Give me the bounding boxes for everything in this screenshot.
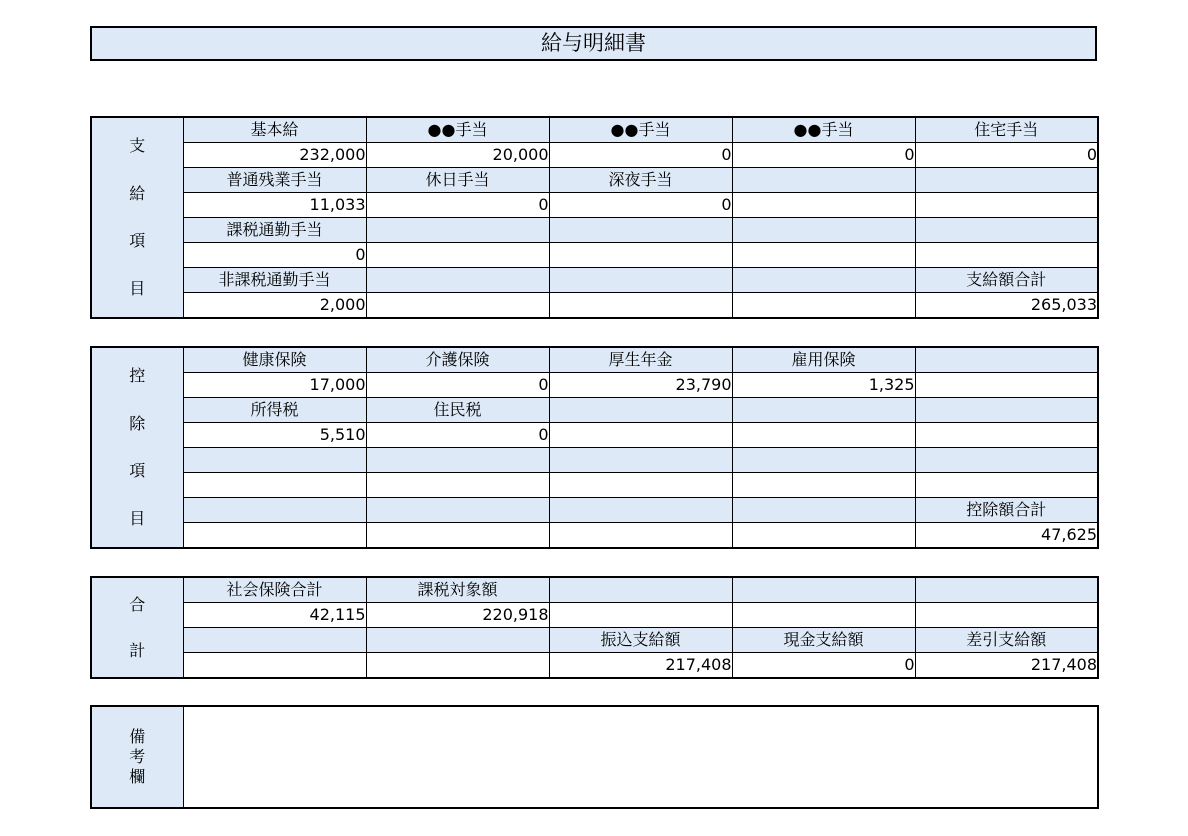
page-title: 給与明細書	[90, 26, 1097, 61]
item-value[interactable]	[732, 473, 915, 498]
remarks-field[interactable]	[183, 706, 1098, 808]
item-label	[732, 218, 915, 243]
item-value[interactable]: 23,790	[549, 373, 732, 398]
item-label	[732, 398, 915, 423]
item-value[interactable]: 220,918	[366, 603, 549, 628]
item-label	[732, 448, 915, 473]
item-value[interactable]	[549, 473, 732, 498]
item-value[interactable]	[183, 473, 366, 498]
item-value[interactable]	[732, 293, 915, 319]
item-value[interactable]	[732, 603, 915, 628]
item-value[interactable]: 5,510	[183, 423, 366, 448]
item-label: 雇用保険	[732, 347, 915, 373]
item-value[interactable]	[549, 293, 732, 319]
item-label	[915, 168, 1098, 193]
item-label	[915, 577, 1098, 603]
item-value[interactable]: 232,000	[183, 143, 366, 168]
item-label: 介護保険	[366, 347, 549, 373]
item-value[interactable]: 1,325	[732, 373, 915, 398]
item-label	[183, 628, 366, 653]
item-label	[915, 218, 1098, 243]
item-label: ●●手当	[366, 117, 549, 143]
item-label: 基本給	[183, 117, 366, 143]
item-value[interactable]	[549, 243, 732, 268]
item-label: 振込支給額	[549, 628, 732, 653]
deduction-side-label	[91, 347, 183, 548]
payment-total-value[interactable]: 265,033	[915, 293, 1098, 319]
side-char: 合	[129, 594, 146, 614]
item-value[interactable]: 0	[366, 423, 549, 448]
item-label	[183, 498, 366, 523]
item-label	[732, 168, 915, 193]
item-value[interactable]	[183, 653, 366, 679]
side-char: 欄	[129, 767, 146, 786]
item-value[interactable]	[366, 243, 549, 268]
side-char: 目	[129, 508, 146, 528]
remarks-table	[90, 705, 1099, 809]
item-value[interactable]	[732, 193, 915, 218]
item-label: ●●手当	[549, 117, 732, 143]
item-label	[366, 218, 549, 243]
item-label	[915, 398, 1098, 423]
item-value[interactable]	[915, 423, 1098, 448]
item-label	[549, 218, 732, 243]
item-value[interactable]	[549, 523, 732, 549]
totals-side-label	[91, 577, 183, 678]
item-label	[915, 347, 1098, 373]
item-value[interactable]	[915, 603, 1098, 628]
item-value[interactable]: 2,000	[183, 293, 366, 319]
item-label: 深夜手当	[549, 168, 732, 193]
item-value[interactable]: 11,033	[183, 193, 366, 218]
item-label	[549, 448, 732, 473]
side-char: 控	[129, 366, 146, 386]
item-label	[732, 577, 915, 603]
item-label	[549, 577, 732, 603]
side-char: 計	[129, 640, 146, 660]
item-label: 課税通勤手当	[183, 218, 366, 243]
remarks-side-label	[91, 706, 183, 808]
side-char: 項	[129, 231, 146, 251]
item-value[interactable]: 0	[732, 143, 915, 168]
side-char: 目	[129, 278, 146, 298]
net-pay-label: 差引支給額	[915, 628, 1098, 653]
item-label: 住宅手当	[915, 117, 1098, 143]
net-pay-value[interactable]: 217,408	[915, 653, 1098, 679]
item-label: 普通残業手当	[183, 168, 366, 193]
item-label: ●●手当	[732, 117, 915, 143]
item-value[interactable]	[366, 473, 549, 498]
item-label: 現金支給額	[732, 628, 915, 653]
item-label	[549, 398, 732, 423]
item-value[interactable]	[549, 423, 732, 448]
item-label	[366, 498, 549, 523]
item-value[interactable]	[915, 243, 1098, 268]
item-label: 住民税	[366, 398, 549, 423]
item-label: 非課税通勤手当	[183, 268, 366, 293]
item-value[interactable]	[732, 243, 915, 268]
item-value[interactable]	[915, 373, 1098, 398]
side-char: 考	[129, 747, 146, 766]
item-value[interactable]	[732, 423, 915, 448]
item-value[interactable]: 20,000	[366, 143, 549, 168]
deduction-table	[90, 346, 1099, 549]
item-label: 厚生年金	[549, 347, 732, 373]
item-label: 健康保険	[183, 347, 366, 373]
item-value[interactable]	[732, 523, 915, 549]
item-value[interactable]: 0	[366, 373, 549, 398]
item-value[interactable]	[915, 473, 1098, 498]
item-value[interactable]: 0	[732, 653, 915, 679]
side-char: 除	[129, 413, 146, 433]
item-label	[366, 268, 549, 293]
item-label: 休日手当	[366, 168, 549, 193]
item-label	[549, 268, 732, 293]
item-label	[732, 498, 915, 523]
item-label	[183, 448, 366, 473]
side-char: 備	[129, 727, 146, 746]
side-char: 支	[129, 136, 146, 156]
item-label: 社会保険合計	[183, 577, 366, 603]
item-value[interactable]: 217,408	[549, 653, 732, 679]
item-value[interactable]	[915, 193, 1098, 218]
item-value[interactable]	[366, 523, 549, 549]
item-label: 所得税	[183, 398, 366, 423]
totals-table	[90, 576, 1099, 679]
item-value[interactable]: 42,115	[183, 603, 366, 628]
item-label	[915, 448, 1098, 473]
item-label	[366, 628, 549, 653]
item-label	[366, 448, 549, 473]
deduction-total-value[interactable]: 47,625	[915, 523, 1098, 549]
item-label: 課税対象額	[366, 577, 549, 603]
item-label	[549, 498, 732, 523]
item-value[interactable]: 17,000	[183, 373, 366, 398]
payment-total-label: 支給額合計	[915, 268, 1098, 293]
item-value[interactable]: 0	[366, 193, 549, 218]
item-value[interactable]	[549, 603, 732, 628]
item-value[interactable]: 0	[549, 143, 732, 168]
item-value[interactable]: 0	[915, 143, 1098, 168]
payment-side-label	[91, 117, 183, 318]
deduction-total-label: 控除額合計	[915, 498, 1098, 523]
item-value[interactable]: 0	[183, 243, 366, 268]
item-value[interactable]	[183, 523, 366, 549]
payment-table	[90, 116, 1099, 319]
item-value[interactable]	[366, 293, 549, 319]
side-char: 項	[129, 461, 146, 481]
item-value[interactable]: 0	[549, 193, 732, 218]
item-label	[732, 268, 915, 293]
item-value[interactable]	[366, 653, 549, 679]
side-char: 給	[129, 183, 146, 203]
